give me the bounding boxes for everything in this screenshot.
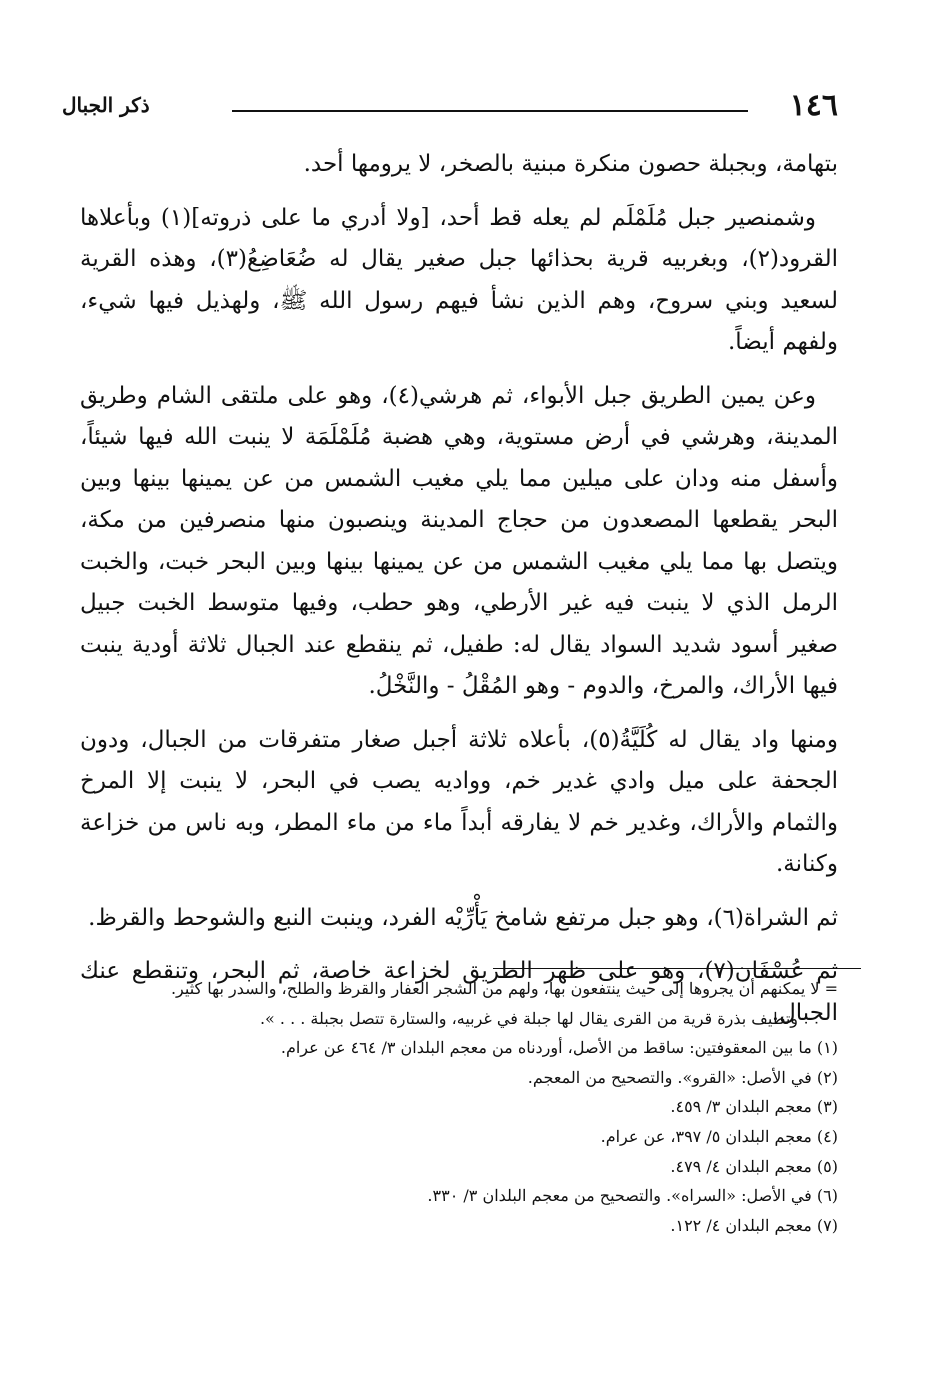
paragraph: ومنها واد يقال له كُلَيَّةُ(٥)، بأعلاه ثلاثة أجبل صغار متفرقات من الجبال، ودون الجحفة على ميل وادي غدير خم، وواديه يصب في البحر، لا ينبت إلا المرخ والثمام والأراك، وغدير خم لا يفارقه أبداً ماء من ماء المطر، وبه ناس من خزاعة وكنانة. [80, 726, 838, 877]
footnote-6: (٦) في الأصل: «السراه». والتصحيح من معجم البلدان ٣/ ٣٣٠. [427, 1186, 838, 1206]
footnote-3: (٣) معجم البلدان ٣/ ٤٥٩. [670, 1097, 838, 1117]
page-number: ١٤٦ [789, 88, 838, 123]
footnote-1: (١) ما بين المعقوفتين: ساقط من الأصل، أوردناه من معجم البلدان ٣/ ٤٦٤ عن عرام. [280, 1038, 838, 1058]
footnote-continuation: وتطيف بذرة قرية من القرى يقال لها جبلة في غربيه، والستارة تتصل بجبلة . . . ». [259, 1008, 798, 1028]
paragraph: ثم الشراة(٦)، وهو جبل مرتفع شامخ يَأْرِّيْه الفرد، وينبت النبع والشوحط والقرظ. [88, 904, 838, 931]
footnote-4: (٤) معجم البلدان ٥/ ٣٩٧، عن عرام. [600, 1126, 838, 1146]
paragraph: بتهامة، وبجبلة حصون منكرة مبنية بالصخر، لا يرومها أحد. [303, 151, 838, 177]
running-title: ذكر الجبال [62, 93, 150, 117]
footnote-7: (٧) معجم البلدان ٤/ ١٢٢. [670, 1215, 838, 1235]
footnote-continuation: = لا يمكنهم أن يجروها إلى حيث ينتفعون بها، ولهم من الشجر العفار والقرظ والطلح، والسدر بها كثير. [170, 979, 838, 998]
page-header [62, 88, 838, 124]
main-text [80, 144, 838, 1046]
paragraph: وعن يمين الطريق جبل الأبواء، ثم هرشي(٤)، وهو على ملتقى الشام وطريق المدينة، وهرشي في أرض مستوية، وهي هضبة مُلَمْلَمَة لا ينبت الله فيها شيئاً، وأسفل منه ودان على ميلين مما يلي مغيب الشمس من عن يمينها بينها وبين البحر يقطعها المصعدون من حجاج المدينة وينصبون منها منصرفين من مكة، ويتصل بها مما يلي مغيب الشمس من عن يمينها بينها وبين البحر خبت، والخبت الرمل الذي لا ينبت فيه غير الأرطي، وهو حطب، وفيها متوسط الخبت جبيل صغير أسود شديد السواد يقال له: طفيل، ثم ينقطع عند الجبال ثلاثة أودية ينبت فيها الأراك، والمرخ، والدوم - وهو المُقْلُ - والنَّخْلُ. [80, 382, 838, 699]
footnotes [80, 974, 838, 1240]
footnote-separator [493, 968, 861, 969]
footnote-5: (٥) معجم البلدان ٤/ ٤٧٩. [670, 1156, 838, 1176]
paragraph: وشمنصير جبل مُلَمْلَم لم يعله قط أحد، [ولا أدري ما على ذروته](١) وبأعلاها القرود(٢)، وبغربيه قرية بحذائها جبل صغير يقال له ضُعَاضِعُ(٣)، وهذه القرية لسعيد وبني سروح، وهم الذين نشأ فيهم رسول الله ﷺ، ولهذيل فيها شيء، ولفهم أيضاً. [80, 204, 838, 355]
header-rule [232, 110, 748, 112]
paragraph: ثم عُسْفَان(٧)، وهو على ظهر الطريق لخزاعة خاصة، ثم البحر، وتنقطع عنك الجبال. [80, 958, 838, 1026]
footnote-2: (٢) في الأصل: «القرو». والتصحيح من المعجم. [527, 1067, 838, 1087]
